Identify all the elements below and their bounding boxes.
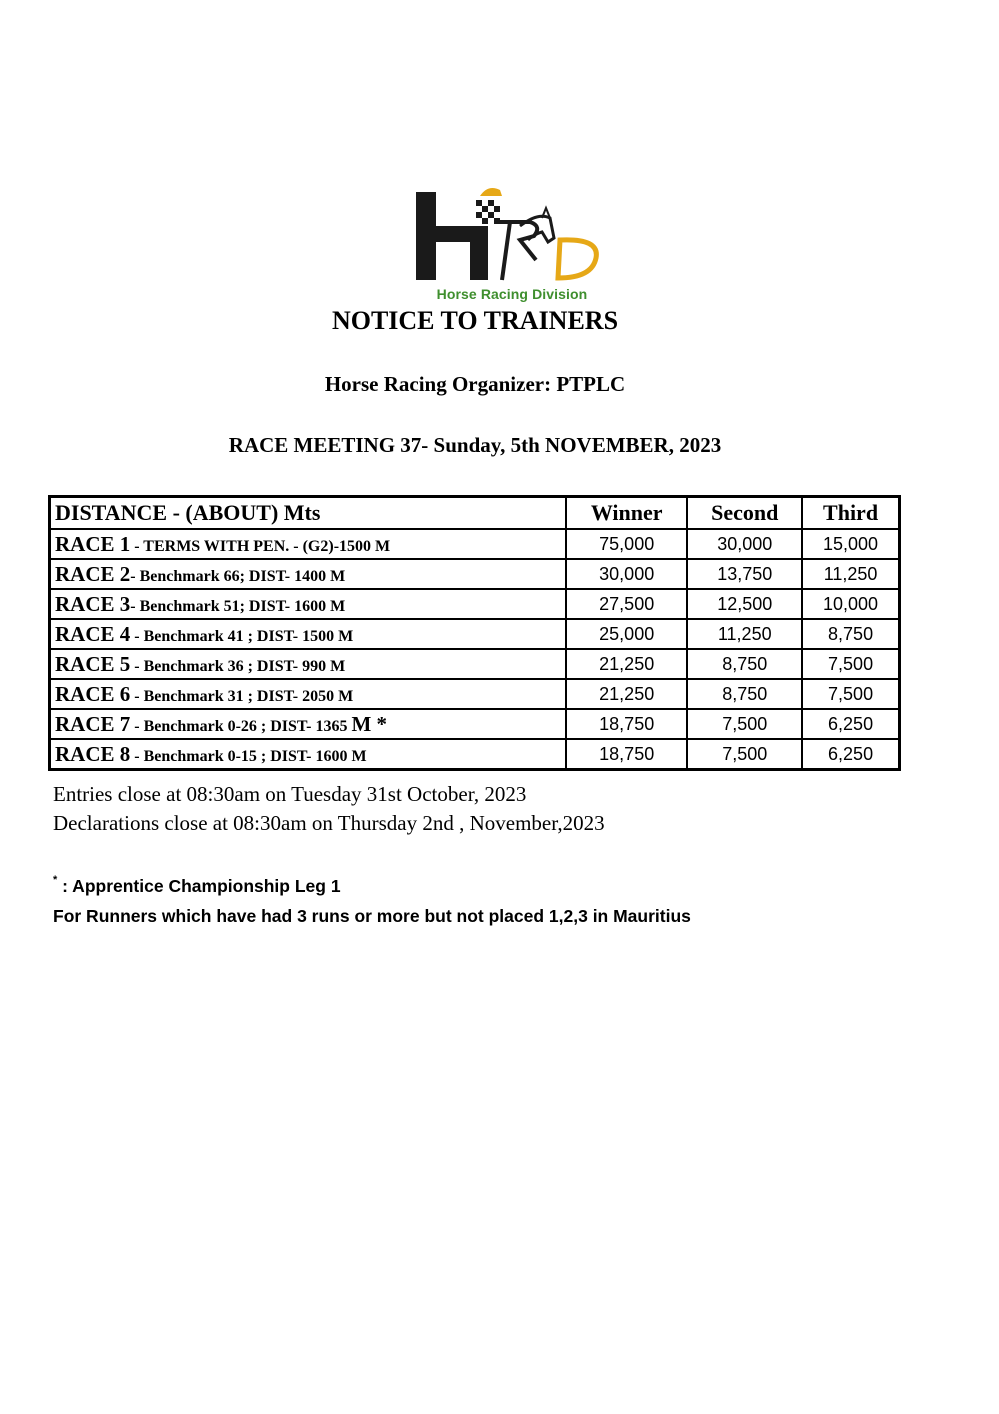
table-row bbox=[50, 559, 900, 589]
race-detail: - Benchmark 66; DIST- 1400 M bbox=[130, 567, 346, 585]
race-description bbox=[50, 739, 567, 770]
third-prize: 6,250 bbox=[802, 709, 899, 739]
organizer-line: Horse Racing Organizer: PTPLC bbox=[324, 372, 626, 396]
race-description bbox=[50, 709, 567, 739]
third-prize: 15,000 bbox=[802, 529, 899, 559]
table-row bbox=[50, 619, 900, 649]
race-detail: - Benchmark 0-26 ; DIST- 1365 bbox=[130, 717, 352, 735]
race-number: RACE 4 bbox=[55, 621, 131, 646]
footnote-text: : Apprentice Championship Leg 1 bbox=[57, 876, 341, 896]
race-prize-table bbox=[48, 495, 901, 771]
table-row bbox=[50, 679, 900, 709]
race-description bbox=[50, 589, 567, 619]
second-prize: 13,750 bbox=[687, 559, 802, 589]
winner-prize: 30,000 bbox=[566, 559, 687, 589]
table-row bbox=[50, 529, 900, 559]
race-detail: - Benchmark 51; DIST- 1600 M bbox=[130, 597, 346, 615]
notice-title: NOTICE TO TRAINERS bbox=[331, 306, 619, 335]
third-prize: 11,250 bbox=[802, 559, 899, 589]
race-number: RACE 3 bbox=[55, 591, 131, 616]
race-description bbox=[50, 529, 567, 559]
second-prize: 7,500 bbox=[687, 739, 802, 770]
winner-prize: 21,250 bbox=[566, 679, 687, 709]
race-number: RACE 5 bbox=[55, 651, 131, 676]
third-prize: 8,750 bbox=[802, 619, 899, 649]
table-row bbox=[50, 739, 900, 770]
race-detail: - Benchmark 31 ; DIST- 2050 M bbox=[130, 687, 354, 705]
race-detail: - Benchmark 41 ; DIST- 1500 M bbox=[130, 627, 354, 645]
race-detail: - Benchmark 36 ; DIST- 990 M bbox=[130, 657, 346, 675]
winner-header: Winner bbox=[566, 497, 687, 530]
race-detail: - TERMS WITH PEN. - (G2)-1500 M bbox=[130, 537, 391, 555]
winner-prize: 21,250 bbox=[566, 649, 687, 679]
second-prize: 30,000 bbox=[687, 529, 802, 559]
race-description bbox=[50, 559, 567, 589]
second-prize: 8,750 bbox=[687, 649, 802, 679]
race-number: RACE 8 bbox=[55, 741, 131, 766]
third-prize: 7,500 bbox=[802, 649, 899, 679]
table-row bbox=[50, 709, 900, 739]
third-prize: 10,000 bbox=[802, 589, 899, 619]
third-prize: 6,250 bbox=[802, 739, 899, 770]
race-detail-suffix: M * bbox=[351, 711, 388, 736]
winner-prize: 75,000 bbox=[566, 529, 687, 559]
winner-prize: 18,750 bbox=[566, 739, 687, 770]
second-prize: 7,500 bbox=[687, 709, 802, 739]
second-prize: 11,250 bbox=[687, 619, 802, 649]
race-detail: - Benchmark 0-15 ; DIST- 1600 M bbox=[130, 747, 367, 765]
race-number: RACE 2 bbox=[55, 561, 131, 586]
winner-prize: 25,000 bbox=[566, 619, 687, 649]
race-description bbox=[50, 679, 567, 709]
race-description bbox=[50, 619, 567, 649]
distance-header: DISTANCE - (ABOUT) Mts bbox=[50, 497, 567, 530]
third-prize: 7,500 bbox=[802, 679, 899, 709]
footnote-marker: * bbox=[53, 874, 58, 886]
apprentice-footnote bbox=[53, 874, 341, 897]
race-number: RACE 7 bbox=[55, 711, 131, 736]
declarations-close-line: Declarations close at 08:30am on Thursday 2nd , November,2023 bbox=[53, 811, 605, 835]
second-prize: 12,500 bbox=[687, 589, 802, 619]
second-header: Second bbox=[687, 497, 802, 530]
second-prize: 8,750 bbox=[687, 679, 802, 709]
logo-tagline: Horse Racing Division bbox=[436, 286, 588, 302]
race-number: RACE 1 bbox=[55, 531, 131, 556]
winner-prize: 18,750 bbox=[566, 709, 687, 739]
table-header-row bbox=[50, 497, 900, 530]
third-header: Third bbox=[802, 497, 899, 530]
table-row bbox=[50, 649, 900, 679]
table-row bbox=[50, 589, 900, 619]
entries-close-line: Entries close at 08:30am on Tuesday 31st October, 2023 bbox=[53, 782, 527, 806]
runners-note: For Runners which have had 3 runs or more but not placed 1,2,3 in Mauritius bbox=[53, 906, 691, 926]
race-number: RACE 6 bbox=[55, 681, 131, 706]
race-meeting-line: RACE MEETING 37- Sunday, 5th NOVEMBER, 2023 bbox=[228, 433, 722, 457]
race-description bbox=[50, 649, 567, 679]
winner-prize: 27,500 bbox=[566, 589, 687, 619]
